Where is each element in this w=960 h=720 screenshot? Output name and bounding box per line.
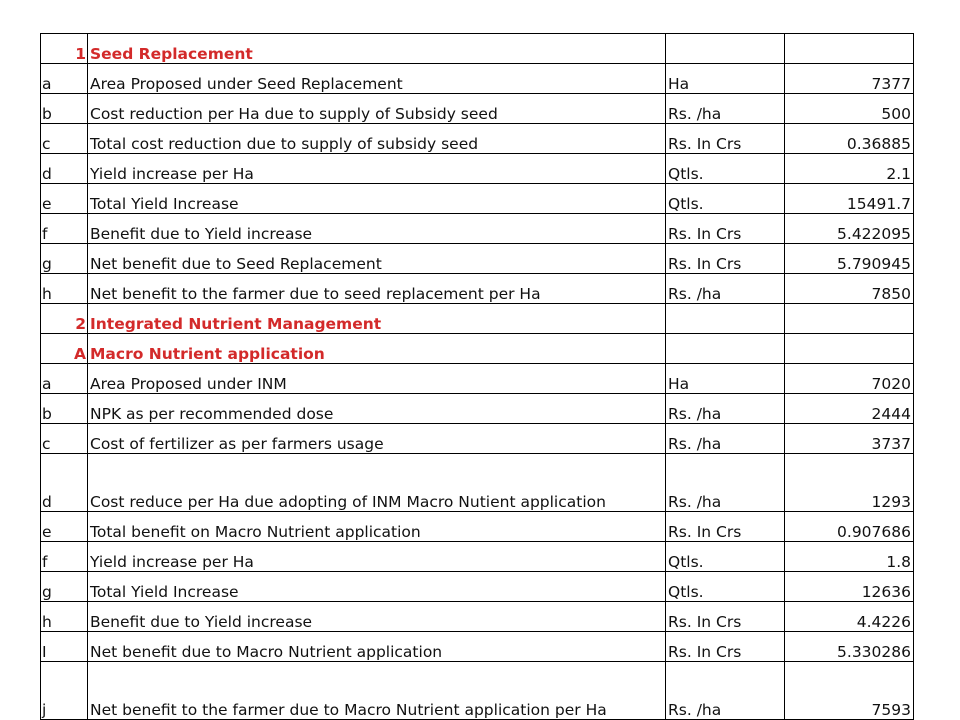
row-label-cell: I xyxy=(41,632,88,662)
value-cell: 5.790945 xyxy=(785,244,914,274)
description-cell: Net benefit due to Macro Nutrient application xyxy=(88,632,666,662)
section-header-row xyxy=(41,34,914,64)
row-label-cell: b xyxy=(41,394,88,424)
row-label-cell: e xyxy=(41,512,88,542)
description-cell: Area Proposed under INM xyxy=(88,364,666,394)
row-label-cell: d xyxy=(41,454,88,512)
unit-cell: Qtls. xyxy=(666,184,785,214)
value-cell: 12636 xyxy=(785,572,914,602)
unit-cell: Ha xyxy=(666,364,785,394)
value-cell: 1.8 xyxy=(785,542,914,572)
row-label-cell: b xyxy=(41,94,88,124)
unit-cell: Rs. /ha xyxy=(666,454,785,512)
row-label-cell: f xyxy=(41,542,88,572)
benefit-table-body xyxy=(41,34,914,720)
value-cell: 15491.7 xyxy=(785,184,914,214)
description-cell: Total Yield Increase xyxy=(88,572,666,602)
table-row xyxy=(41,542,914,572)
row-label-cell: f xyxy=(41,214,88,244)
unit-cell: Qtls. xyxy=(666,572,785,602)
row-label-cell: g xyxy=(41,244,88,274)
row-label-cell: e xyxy=(41,184,88,214)
description-cell: Yield increase per Ha xyxy=(88,154,666,184)
unit-cell xyxy=(666,34,785,64)
row-label-cell: h xyxy=(41,274,88,304)
row-label-cell: 1 xyxy=(41,34,88,64)
section-header-row xyxy=(41,304,914,334)
row-label-cell: j xyxy=(41,662,88,720)
description-cell: Cost reduce per Ha due adopting of INM Macro Nutient application xyxy=(88,454,666,512)
table-row xyxy=(41,394,914,424)
table-row xyxy=(41,94,914,124)
row-label-cell: a xyxy=(41,364,88,394)
description-cell: Macro Nutrient application xyxy=(88,334,666,364)
value-cell: 500 xyxy=(785,94,914,124)
unit-cell: Rs. /ha xyxy=(666,424,785,454)
description-cell: Total cost reduction due to supply of subsidy seed xyxy=(88,124,666,154)
unit-cell: Rs. In Crs xyxy=(666,602,785,632)
row-label-cell: 2 xyxy=(41,304,88,334)
value-cell: 2.1 xyxy=(785,154,914,184)
unit-cell: Rs. /ha xyxy=(666,94,785,124)
value-cell: 7850 xyxy=(785,274,914,304)
description-cell: Net benefit due to Seed Replacement xyxy=(88,244,666,274)
table-row xyxy=(41,124,914,154)
value-cell: 3737 xyxy=(785,424,914,454)
table-row xyxy=(41,364,914,394)
description-cell: Net benefit to the farmer due to seed replacement per Ha xyxy=(88,274,666,304)
row-label-cell: c xyxy=(41,124,88,154)
unit-cell: Rs. /ha xyxy=(666,274,785,304)
table-row xyxy=(41,214,914,244)
unit-cell xyxy=(666,334,785,364)
table-row xyxy=(41,602,914,632)
table-row xyxy=(41,632,914,662)
value-cell: 0.907686 xyxy=(785,512,914,542)
unit-cell xyxy=(666,304,785,334)
unit-cell: Rs. In Crs xyxy=(666,632,785,662)
table-row xyxy=(41,244,914,274)
value-cell xyxy=(785,334,914,364)
unit-cell: Rs. In Crs xyxy=(666,214,785,244)
description-cell: Benefit due to Yield increase xyxy=(88,602,666,632)
value-cell xyxy=(785,34,914,64)
description-cell: Total benefit on Macro Nutrient application xyxy=(88,512,666,542)
value-cell: 0.36885 xyxy=(785,124,914,154)
unit-cell: Qtls. xyxy=(666,542,785,572)
description-cell: NPK as per recommended dose xyxy=(88,394,666,424)
unit-cell: Ha xyxy=(666,64,785,94)
section-header-row xyxy=(41,334,914,364)
row-label-cell: d xyxy=(41,154,88,184)
table-row xyxy=(41,424,914,454)
unit-cell: Rs. /ha xyxy=(666,394,785,424)
unit-cell: Qtls. xyxy=(666,154,785,184)
table-row xyxy=(41,154,914,184)
benefit-table xyxy=(40,33,914,720)
value-cell: 5.422095 xyxy=(785,214,914,244)
value-cell: 4.4226 xyxy=(785,602,914,632)
unit-cell: Rs. In Crs xyxy=(666,244,785,274)
description-cell: Cost reduction per Ha due to supply of Subsidy seed xyxy=(88,94,666,124)
description-cell: Benefit due to Yield increase xyxy=(88,214,666,244)
table-row xyxy=(41,512,914,542)
description-cell: Net benefit to the farmer due to Macro Nutrient application per Ha xyxy=(88,662,666,720)
value-cell xyxy=(785,304,914,334)
value-cell: 7020 xyxy=(785,364,914,394)
table-row xyxy=(41,572,914,602)
unit-cell: Rs. In Crs xyxy=(666,512,785,542)
value-cell: 1293 xyxy=(785,454,914,512)
value-cell: 5.330286 xyxy=(785,632,914,662)
table-row xyxy=(41,454,914,512)
row-label-cell: h xyxy=(41,602,88,632)
description-cell: Area Proposed under Seed Replacement xyxy=(88,64,666,94)
row-label-cell: g xyxy=(41,572,88,602)
table-row xyxy=(41,274,914,304)
unit-cell: Rs. In Crs xyxy=(666,124,785,154)
description-cell: Integrated Nutrient Management xyxy=(88,304,666,334)
description-cell: Cost of fertilizer as per farmers usage xyxy=(88,424,666,454)
description-cell: Total Yield Increase xyxy=(88,184,666,214)
value-cell: 7377 xyxy=(785,64,914,94)
description-cell: Seed Replacement xyxy=(88,34,666,64)
table-row xyxy=(41,64,914,94)
row-label-cell: a xyxy=(41,64,88,94)
value-cell: 7593 xyxy=(785,662,914,720)
row-label-cell: c xyxy=(41,424,88,454)
value-cell: 2444 xyxy=(785,394,914,424)
description-cell: Yield increase per Ha xyxy=(88,542,666,572)
table-row xyxy=(41,184,914,214)
row-label-cell: A xyxy=(41,334,88,364)
table-row xyxy=(41,662,914,720)
unit-cell: Rs. /ha xyxy=(666,662,785,720)
